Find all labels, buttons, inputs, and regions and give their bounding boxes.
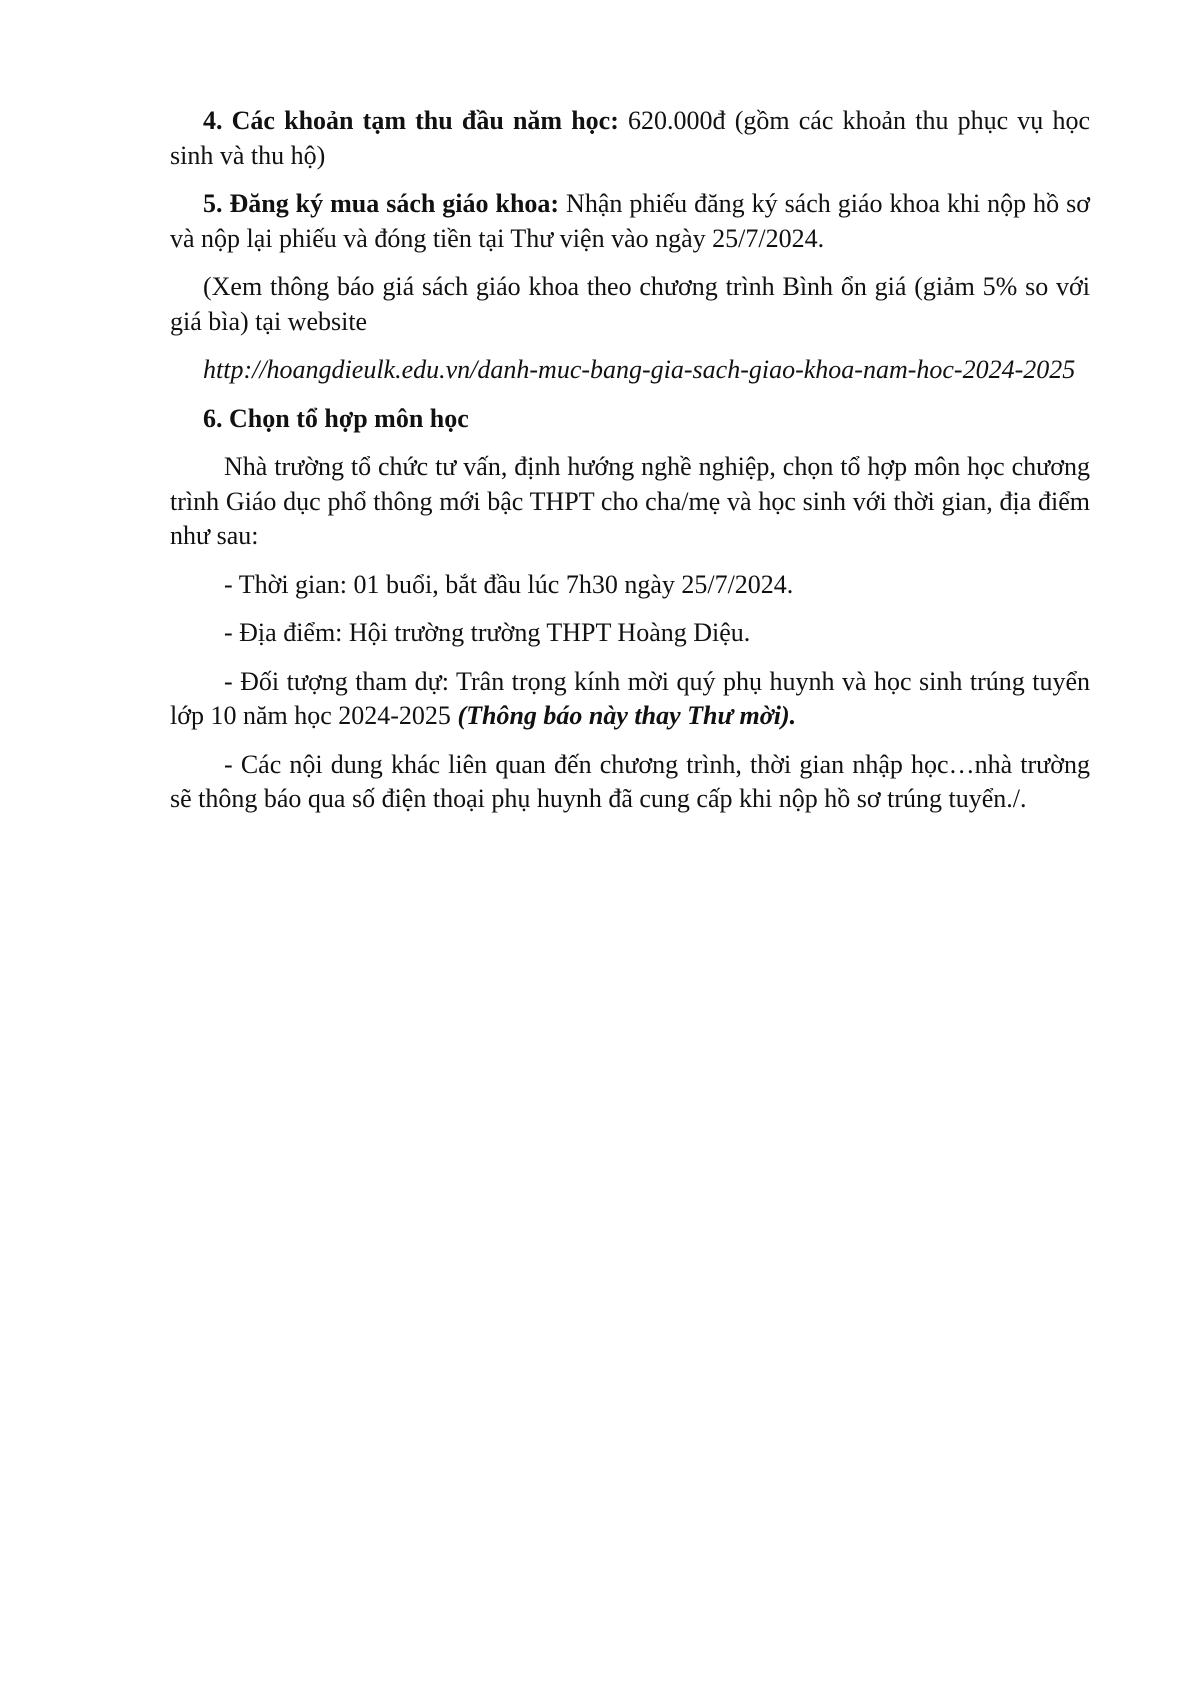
section-5-label: 5. Đăng ký mua sách giáo khoa: bbox=[203, 189, 560, 218]
document-body bbox=[170, 104, 1090, 831]
section-5-text: Nhận phiếu đăng ký sách giáo khoa khi nộp hồ sơ và nộp lại phiếu và đóng tiền tại Thư viện vào ngày 25/7/2024. bbox=[170, 189, 1090, 253]
textbook-price-url[interactable]: http://hoangdieulk.edu.vn/danh-muc-bang-gia-sach-giao-khoa-nam-hoc-2024-2025 bbox=[203, 355, 1076, 384]
section-5-note: (Xem thông báo giá sách giáo khoa theo chương trình Bình ổn giá (giảm 5% so với giá bìa) tại website bbox=[170, 272, 1090, 336]
section-4-text: 620.000đ (gồm các khoản thu phục vụ học sinh và thu hộ) bbox=[170, 106, 1090, 170]
section-4-label: 4. Các khoản tạm thu đầu năm học: bbox=[203, 106, 619, 135]
section-5-paragraph bbox=[170, 187, 1090, 256]
section-6-heading: 6. Chọn tổ hợp môn học bbox=[203, 403, 469, 433]
section-6-other: - Các nội dung khác liên quan đến chương trình, thời gian nhập học…nhà trường sẽ thông báo qua số điện thoại phụ huynh đã cung cấp khi nộp hồ sơ trúng tuyển./. bbox=[170, 749, 1090, 813]
section-6-intro: Nhà trường tổ chức tư vấn, định hướng nghề nghiệp, chọn tổ hợp môn học chương trình Giáo dục phổ thông mới bậc THPT cho cha/mẹ và học sinh với thời gian, địa điểm như sau: bbox=[170, 452, 1090, 550]
section-4-paragraph bbox=[170, 104, 1090, 173]
attendees-note: (Thông báo này thay Thư mời). bbox=[457, 701, 797, 730]
section-6-time: - Thời gian: 01 buổi, bắt đầu lúc 7h30 ngày 25/7/2024. bbox=[224, 569, 794, 599]
section-6-attendees bbox=[170, 665, 1090, 734]
attendees-text: - Đối tượng tham dự: Trân trọng kính mời quý phụ huynh và học sinh trúng tuyển lớp 10 năm học 2024-2025 bbox=[170, 666, 1090, 730]
section-6-place: - Địa điểm: Hội trường trường THPT Hoàng Diệu. bbox=[224, 618, 751, 647]
